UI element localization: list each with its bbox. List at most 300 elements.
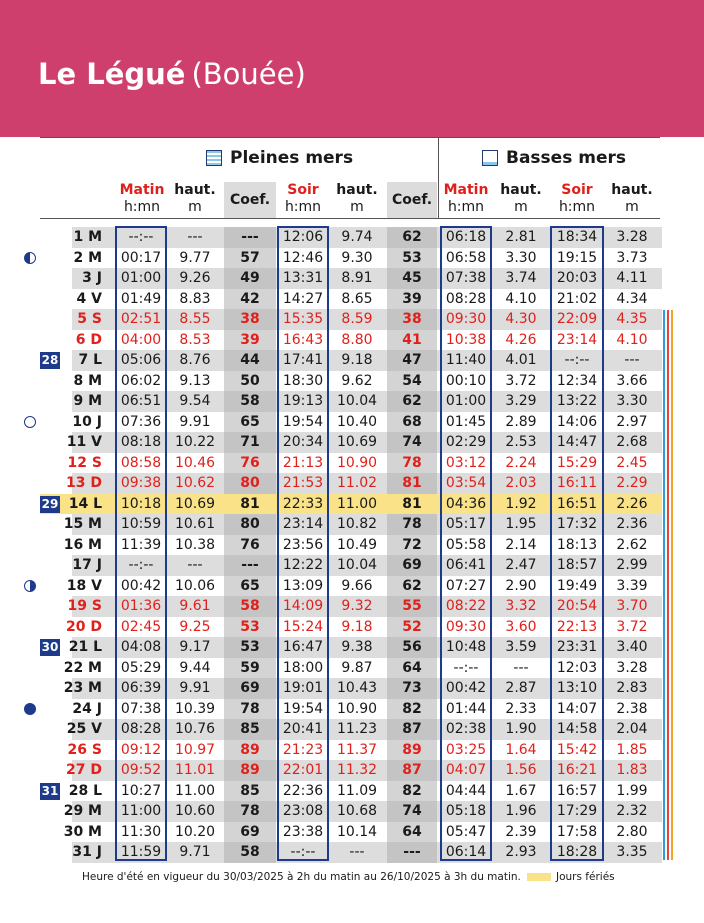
matin-pm-time: 08:58 [120,454,162,471]
soir-bm-height: 2.32 [616,803,648,819]
matin-bm-time: 05:47 [445,823,487,840]
matin-coef: --- [224,555,276,576]
soir-bm-height: 2.26 [616,495,648,512]
matin-pm-height: 9.17 [179,639,211,655]
day-label: 1 M [73,229,102,245]
soir-pm-height: 9.62 [341,372,373,389]
soir-pm-height: 10.49 [336,536,378,553]
soir-bm-height: 1.85 [616,741,648,758]
matin-pm-height: 10.39 [174,700,216,717]
soir-coef: 82 [387,781,437,802]
matin-pm-height: 8.83 [179,290,211,307]
matin-bm-height: 2.24 [505,454,537,471]
soir-bm-time: 20:03 [556,270,598,286]
soir-coef: 41 [387,330,437,351]
matin-pm-height: 9.54 [179,393,211,409]
matin-pm-height: --- [187,557,203,573]
day-label: 30 M [63,823,102,840]
matin-bm-height: 2.87 [505,680,537,696]
matin-coef: 76 [224,453,276,474]
matin-coef: 71 [224,432,276,453]
matin-bm-time: 04:36 [445,495,487,512]
matin-bm-height: 3.72 [505,372,537,389]
soir-bm-height: 3.35 [616,844,648,860]
soir-pm-height: 9.18 [341,618,373,635]
soir-pm-height: 10.82 [336,516,378,532]
soir-pm-height: 9.30 [341,249,373,266]
soir-pm-height: 8.65 [341,290,373,307]
matin-bm-height: 2.14 [505,536,537,553]
day-label: 22 M [63,659,102,676]
matin-coef: 85 [224,719,276,740]
day-label: 27 D [66,762,102,778]
matin-coef: 89 [224,740,276,761]
soir-coef: 81 [402,495,422,512]
day-label: 18 V [66,577,102,594]
soir-coef: 38 [387,309,437,330]
soir-pm-time: 12:22 [282,557,324,573]
matin-bm-height: 1.96 [505,803,537,819]
matin-bm-height: 3.74 [505,270,537,286]
soir-bm-height: 3.28 [616,659,648,676]
soir-bm-height: 4.35 [616,311,648,327]
soir-pm-time: 23:08 [282,803,324,819]
soir-pm-height: 11.37 [336,741,378,758]
matin-pm-column-box [115,226,167,861]
matin-pm-time: 08:28 [120,721,162,737]
matin-bm-time: 03:25 [445,741,487,758]
soir-bm-time: 15:42 [556,741,598,758]
soir-pm-height: 10.68 [336,803,378,819]
soir-pm-time: 23:56 [282,536,324,553]
dst-note: Heure d'été en vigueur du 30/03/2025 à 2h du matin au 26/10/2025 à 3h du matin. [82,871,521,883]
top-rule [40,137,660,138]
matin-coef: 57 [224,248,276,269]
day-label: 24 J [72,700,102,717]
soir-coef: 87 [387,760,437,781]
soir-bm-height: 2.29 [616,475,648,491]
soir-pm-time: 16:47 [282,639,324,655]
matin-coef: 80 [224,473,276,494]
soir-pm-time: 16:43 [282,331,324,348]
matin-bm-column-box [440,226,492,861]
matin-pm-time: 01:49 [120,290,162,307]
soir-pm-height: 10.69 [336,434,378,450]
soir-pm-height: 9.38 [341,639,373,655]
matin-pm-height: 9.61 [179,598,211,614]
soir-pm-column-box [277,226,329,861]
matin-bm-time: 01:00 [445,393,487,409]
col-soir-bm: Soir h:mn [558,182,596,215]
vacation-bar-zone-a [663,310,665,860]
week-number-badge: 30 [41,640,59,654]
soir-bm-height: 3.39 [616,577,648,594]
soir-pm-time: --:-- [290,844,316,860]
soir-pm-time: 21:23 [282,741,324,758]
matin-pm-time: 07:38 [120,700,162,717]
soir-bm-time: 20:54 [556,598,598,614]
matin-bm-height: 4.26 [505,331,537,348]
matin-bm-time: 00:10 [445,372,487,389]
matin-pm-height: 11.00 [174,782,216,799]
soir-bm-height: 1.99 [616,782,648,799]
matin-coef: --- [224,227,276,248]
day-label: 10 J [72,413,102,430]
soir-bm-height: 2.80 [616,823,648,840]
matin-bm-time: 03:12 [445,454,487,471]
soir-bm-time: 14:58 [556,721,598,737]
soir-coef: 68 [387,412,437,433]
matin-pm-time: 06:51 [120,393,162,409]
matin-pm-height: --- [187,229,203,245]
matin-pm-height: 10.38 [174,536,216,553]
matin-bm-time: 05:17 [445,516,487,532]
soir-coef: 87 [387,719,437,740]
matin-coef: 49 [224,268,276,289]
matin-pm-time: 10:18 [120,495,162,512]
new-moon-moon-icon [24,703,36,715]
matin-bm-time: 02:29 [445,434,487,450]
day-label: 16 M [63,536,102,553]
soir-bm-height: 4.11 [616,270,648,286]
matin-pm-time: 11:00 [120,803,162,819]
matin-pm-time: 09:12 [120,741,162,758]
matin-pm-time: 11:59 [120,844,162,860]
matin-coef: 69 [224,678,276,699]
matin-coef: 38 [224,309,276,330]
last-quarter-moon-icon [24,580,36,592]
matin-bm-height: 2.81 [505,229,537,245]
matin-bm-time: 02:38 [445,721,487,737]
matin-bm-time: 10:48 [445,639,487,655]
matin-bm-height: 1.64 [505,741,537,758]
soir-pm-time: 19:54 [282,700,324,717]
matin-pm-time: 06:39 [120,680,162,696]
soir-pm-height: 10.04 [336,557,378,573]
soir-bm-time: 14:47 [556,434,598,450]
matin-coef: 80 [224,514,276,535]
low-tide-heading: Basses mers [482,148,626,168]
matin-bm-height: 3.59 [505,639,537,655]
soir-pm-height: 9.18 [341,352,373,368]
matin-bm-time: 11:40 [445,352,487,368]
matin-pm-height: 8.76 [179,352,211,368]
soir-pm-height: --- [349,844,365,860]
day-label: 31 J [72,844,102,860]
matin-bm-time: --:-- [453,659,479,676]
matin-coef: 69 [224,822,276,843]
soir-bm-time: 12:34 [556,372,598,389]
matin-bm-time: 08:28 [445,290,487,307]
matin-pm-time: 01:36 [120,598,162,614]
soir-pm-time: 18:30 [282,372,324,389]
day-label: 9 M [73,393,102,409]
matin-coef: 58 [224,596,276,617]
matin-pm-time: 05:06 [120,352,162,368]
matin-coef: 65 [224,576,276,597]
soir-bm-time: 13:22 [556,393,598,409]
matin-bm-height: 4.30 [505,311,537,327]
matin-bm-height: 1.95 [505,516,537,532]
matin-pm-height: 9.91 [179,413,211,430]
matin-bm-height: 2.93 [505,844,537,860]
matin-bm-height: 4.10 [505,290,537,307]
soir-bm-column-box [550,226,604,861]
matin-bm-time: 06:14 [445,844,487,860]
soir-coef: 47 [387,350,437,371]
soir-pm-height: 11.32 [336,762,378,778]
soir-bm-time: 21:02 [556,290,598,307]
soir-coef: 56 [387,637,437,658]
soir-bm-height: 2.83 [616,680,648,696]
soir-pm-height: 11.00 [336,495,378,512]
soir-bm-height: 1.83 [616,762,648,778]
soir-pm-height: 10.90 [336,454,378,471]
matin-bm-time: 06:58 [445,249,487,266]
soir-coef: 74 [387,432,437,453]
matin-pm-height: 10.61 [174,516,216,532]
location-name: Le Légué [38,57,186,91]
soir-bm-time: 17:29 [556,803,598,819]
week-number-badge: 29 [41,496,59,511]
soir-coef: 78 [387,514,437,535]
high-tide-heading: Pleines mers [206,148,353,168]
soir-bm-time: 14:06 [556,413,598,430]
soir-bm-height: 3.70 [616,598,648,614]
soir-bm-height: 2.99 [616,557,648,573]
matin-pm-time: 10:59 [120,516,162,532]
day-label: 20 D [66,618,102,635]
day-label: 2 M [73,249,102,266]
matin-coef: 85 [224,781,276,802]
soir-bm-time: 16:11 [556,475,598,491]
matin-pm-time: 08:18 [120,434,162,450]
soir-bm-time: 22:13 [556,618,598,635]
matin-bm-time: 01:44 [445,700,487,717]
matin-pm-time: --:-- [128,229,154,245]
day-label: 29 M [63,803,102,819]
soir-bm-height: 2.45 [616,454,648,471]
soir-pm-time: 20:34 [282,434,324,450]
soir-coef: 78 [387,453,437,474]
day-label: 4 V [76,290,102,307]
soir-bm-height: 4.34 [616,290,648,307]
col-haut-soir-pm: haut. m [336,182,378,215]
matin-bm-height: 1.90 [505,721,537,737]
matin-pm-time: 04:00 [120,331,162,348]
matin-bm-time: 07:27 [445,577,487,594]
matin-pm-height: 10.60 [174,803,216,819]
soir-bm-time: 14:07 [556,700,598,717]
matin-pm-height: 9.13 [179,372,211,389]
soir-coef: 54 [387,371,437,392]
soir-bm-time: --:-- [564,352,590,368]
matin-bm-time: 04:07 [445,762,487,778]
soir-pm-height: 9.87 [341,659,373,676]
holiday-legend-swatch [527,873,551,881]
soir-bm-time: 18:28 [556,844,598,860]
matin-pm-time: 10:27 [120,782,162,799]
matin-bm-height: 2.33 [505,700,537,717]
soir-coef: 62 [387,227,437,248]
matin-pm-height: 10.69 [174,495,216,512]
soir-pm-height: 11.09 [336,782,378,799]
col-haut-soir-bm: haut. m [611,182,653,215]
matin-pm-height: 10.76 [174,721,216,737]
matin-coef: 42 [224,289,276,310]
matin-bm-time: 00:42 [445,680,487,696]
matin-pm-height: 9.77 [179,249,211,266]
matin-pm-time: 04:08 [120,639,162,655]
matin-pm-height: 8.53 [179,331,211,348]
soir-coef: 74 [387,801,437,822]
soir-bm-time: 19:15 [556,249,598,266]
soir-coef: 69 [387,555,437,576]
soir-pm-time: 15:24 [282,618,324,635]
matin-bm-height: 1.56 [505,762,537,778]
day-label: 26 S [67,741,102,758]
matin-pm-height: 10.22 [174,434,216,450]
matin-pm-time: 00:17 [120,249,162,266]
soir-bm-height: 3.40 [616,639,648,655]
soir-bm-height: --- [624,352,640,368]
matin-bm-height: 4.01 [505,352,537,368]
day-label: 21 L [68,639,102,655]
soir-bm-time: 16:57 [556,782,598,799]
matin-coef: 39 [224,330,276,351]
matin-bm-height: 2.47 [505,557,537,573]
matin-coef: 65 [224,412,276,433]
soir-coef: 55 [387,596,437,617]
day-label: 17 J [72,557,102,573]
matin-bm-height: 3.29 [505,393,537,409]
high-tide-icon [206,150,222,166]
soir-coef: 62 [387,391,437,412]
matin-bm-time: 01:45 [445,413,487,430]
soir-pm-time: 17:41 [282,352,324,368]
soir-coef: 52 [387,617,437,638]
matin-pm-time: 09:38 [120,475,162,491]
matin-bm-height: 2.90 [505,577,537,594]
soir-bm-height: 2.68 [616,434,648,450]
matin-pm-height: 8.55 [179,311,211,327]
matin-pm-time: 07:36 [120,413,162,430]
soir-coef: 81 [387,473,437,494]
day-label: 8 M [73,372,102,389]
soir-pm-time: 23:38 [282,823,324,840]
matin-bm-height: 3.30 [505,249,537,266]
soir-pm-time: 20:41 [282,721,324,737]
soir-coef: 72 [387,535,437,556]
soir-pm-time: 14:09 [282,598,324,614]
matin-bm-height: 2.53 [505,434,537,450]
matin-coef: 78 [224,801,276,822]
day-label: 13 D [66,475,102,491]
first-quarter-moon-icon [24,252,36,264]
col-matin-pm: Matin h:mn [119,182,165,215]
soir-bm-time: 22:09 [556,311,598,327]
matin-pm-time: 02:51 [120,311,162,327]
week-number-badge: 31 [41,783,59,798]
matin-coef: 78 [224,699,276,720]
soir-pm-time: 15:35 [282,311,324,327]
soir-pm-time: 21:53 [282,475,324,491]
matin-pm-time: 01:00 [120,270,162,286]
matin-bm-time: 10:38 [445,331,487,348]
matin-bm-height: 1.92 [505,495,537,512]
matin-bm-time: 04:44 [445,782,487,799]
day-label: 5 S [77,311,102,327]
matin-pm-time: 02:45 [120,618,162,635]
matin-pm-height: 11.01 [174,762,216,778]
matin-bm-time: 09:30 [445,311,487,327]
matin-bm-height: 3.60 [505,618,537,635]
soir-pm-height: 10.90 [336,700,378,717]
soir-bm-time: 18:13 [556,536,598,553]
soir-pm-time: 13:09 [282,577,324,594]
soir-bm-height: 3.73 [616,249,648,266]
col-matin-bm: Matin h:mn [443,182,489,215]
soir-bm-time: 17:58 [556,823,598,840]
vacation-bar-zone-c [671,310,673,860]
soir-pm-time: 19:13 [282,393,324,409]
soir-pm-time: 12:46 [282,249,324,266]
day-label: 14 L [68,495,102,512]
soir-bm-time: 23:31 [556,639,598,655]
matin-bm-height: 1.67 [505,782,537,799]
soir-pm-height: 10.43 [336,680,378,696]
soir-pm-height: 10.14 [336,823,378,840]
day-label: 11 V [66,434,102,450]
day-label: 23 M [63,680,102,696]
day-label: 19 S [67,598,102,614]
soir-bm-time: 12:03 [556,659,598,676]
soir-bm-time: 19:49 [556,577,598,594]
soir-coef: 64 [387,822,437,843]
soir-bm-time: 17:32 [556,516,598,532]
soir-bm-height: 3.66 [616,372,648,389]
matin-pm-height: 9.26 [179,270,211,286]
matin-coef: 53 [224,617,276,638]
matin-pm-time: 06:02 [120,372,162,389]
soir-pm-time: 19:01 [282,680,324,696]
day-label: 7 L [78,352,102,368]
soir-pm-time: 14:27 [282,290,324,307]
col-coef-soir: Coef. [387,182,437,218]
soir-coef: 45 [387,268,437,289]
soir-pm-time: 23:14 [282,516,324,532]
matin-coef: 76 [224,535,276,556]
soir-coef: 39 [387,289,437,310]
soir-pm-time: 22:01 [282,762,324,778]
soir-bm-time: 18:34 [556,229,598,245]
matin-coef: 58 [224,842,276,863]
matin-coef: 59 [224,658,276,679]
location-subtitle: (Bouée) [191,57,306,91]
soir-pm-height: 9.74 [341,229,373,245]
soir-bm-height: 2.38 [616,700,648,717]
matin-pm-height: 10.06 [174,577,216,594]
matin-bm-height: 2.89 [505,413,537,430]
matin-coef: 81 [240,495,260,512]
day-label: 15 M [63,516,102,532]
page-title [38,56,306,92]
header-rule [40,218,660,219]
day-label: 3 J [82,270,102,286]
soir-bm-time: 16:51 [556,495,598,512]
day-label: 12 S [67,454,102,471]
matin-pm-time: 11:39 [120,536,162,553]
